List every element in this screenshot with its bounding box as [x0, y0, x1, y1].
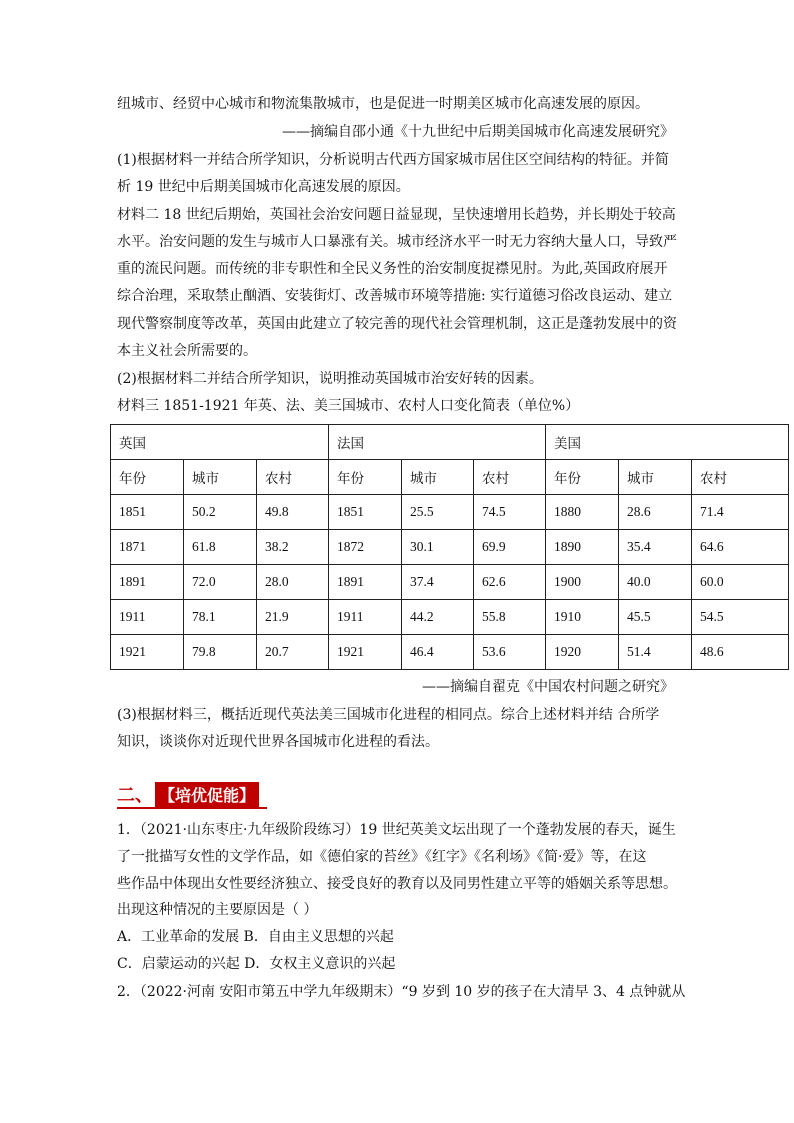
material2-line-1: 材料二 18 世纪后期始，英国社会治安问题日益显现，呈快速增用长趋势，并长期处于较高 [117, 207, 676, 223]
table-cell: 72.0 [184, 565, 257, 600]
material2-line-6: 本主义社会所需要的。 [117, 343, 257, 359]
table-cell: 28.6 [619, 495, 692, 530]
table-cell: 1880 [546, 495, 619, 530]
table-cell: 1900 [546, 565, 619, 600]
table-cell: 74.5 [474, 495, 546, 530]
table-cell: 50.2 [184, 495, 257, 530]
table-cell: 44.2 [402, 600, 474, 635]
table-cell: 64.6 [692, 530, 789, 565]
table-cell: 61.8 [184, 530, 257, 565]
table-cell: 37.4 [402, 565, 474, 600]
table-cell: 20.7 [257, 635, 329, 670]
table-cell: 1891 [329, 565, 402, 600]
country-usa: 美国 [546, 425, 789, 460]
table-header: 年份 [546, 460, 619, 495]
section-number: 二、 [117, 785, 153, 806]
question-2: (2)根据材料二并结合所学知识，说明推动英国城市治安好转的因素。 [117, 371, 543, 387]
question-1-line-2: 析 19 世纪中后期美国城市化高速发展的原因。 [117, 179, 410, 195]
table-cell: 62.6 [474, 565, 546, 600]
table-header: 城市 [402, 460, 474, 495]
table-cell: 71.4 [692, 495, 789, 530]
material2-line-4: 综合治理，采取禁止酗酒、安装街灯、改善城市环境等措施: 实行道德习俗改良运动、建立 [117, 288, 673, 304]
table-cell: 1921 [111, 635, 184, 670]
table-cell: 48.6 [692, 635, 789, 670]
table-row [111, 495, 789, 530]
table-cell: 1851 [329, 495, 402, 530]
question-3-line-2: 知识，谈谈你对近现代世界各国城市化进程的看法。 [117, 734, 439, 750]
question-3-line-1: (3)根据材料三，概括近现代英法美三国城市化进程的相同点。综合上述材料并结 合所学 [117, 707, 660, 723]
question-1-line-1: (1)根据材料一并结合所学知识，分析说明古代西方国家城市居住区空间结构的特征。并简 [117, 152, 669, 168]
table-cell: 1891 [111, 565, 184, 600]
table-header: 城市 [184, 460, 257, 495]
material2-line-3: 重的流民问题。而传统的非专职性和全民义务性的治安制度捉襟见肘。为此,英国政府展开 [117, 261, 668, 277]
mcq-1-line-3: 些作品中体现出女性要经济独立、接受良好的教育以及同男性建立平等的婚姻关系等思想。 [117, 876, 677, 892]
table-header: 城市 [619, 460, 692, 495]
table-cell: 49.8 [257, 495, 329, 530]
section-label: 【培优促能】 [155, 782, 259, 807]
table-cell: 1851 [111, 495, 184, 530]
mcq-1-options-ab: A．工业革命的发展 B．自由主义思想的兴起 [117, 929, 394, 945]
table-header: 农村 [257, 460, 329, 495]
table-header: 年份 [111, 460, 184, 495]
table-country-row [111, 425, 789, 460]
table-cell: 54.5 [692, 600, 789, 635]
population-table [110, 424, 789, 670]
table-cell: 60.0 [692, 565, 789, 600]
mcq-1-line-2: 了一批描写女性的文学作品，如《德伯家的苔丝》《红字》《名利场》《简·爱》等，在这 [117, 849, 647, 865]
table-cell: 40.0 [619, 565, 692, 600]
section-underline [117, 807, 267, 809]
country-uk: 英国 [111, 425, 329, 460]
table-cell: 28.0 [257, 565, 329, 600]
table-cell: 69.9 [474, 530, 546, 565]
table-cell: 78.1 [184, 600, 257, 635]
table-header: 农村 [474, 460, 546, 495]
table-row [111, 600, 789, 635]
country-france: 法国 [329, 425, 546, 460]
table-cell: 25.5 [402, 495, 474, 530]
material2-line-2: 水平。治安问题的发生与城市人口暴涨有关。城市经济水平一时无力容纳大量人口，导致严 [117, 234, 677, 250]
material3-title: 材料三 1851-1921 年英、法、美三国城市、农村人口变化简表（单位%） [117, 398, 580, 414]
mcq-1-options-cd: C．启蒙运动的兴起 D．女权主义意识的兴起 [117, 956, 396, 972]
table-cell: 1921 [329, 635, 402, 670]
table-cell: 1872 [329, 530, 402, 565]
material1-tail: 纽城市、经贸中心城市和物流集散城市，也是促进一时期美区城市化高速发展的原因。 [117, 96, 649, 112]
table-cell: 35.4 [619, 530, 692, 565]
table-cell: 1911 [111, 600, 184, 635]
table-row [111, 635, 789, 670]
section-heading [117, 781, 259, 807]
mcq-1-line-4: 出现这种情况的主要原因是（ ） [117, 902, 318, 918]
table-cell: 30.1 [402, 530, 474, 565]
source-citation-3: ——摘编自翟克《中国农村问题之研究》 [422, 679, 674, 695]
table-cell: 1920 [546, 635, 619, 670]
table-cell: 1910 [546, 600, 619, 635]
table-cell: 21.9 [257, 600, 329, 635]
table-cell: 51.4 [619, 635, 692, 670]
table-row [111, 530, 789, 565]
table-cell: 1890 [546, 530, 619, 565]
table-cell: 53.6 [474, 635, 546, 670]
table-cell: 55.8 [474, 600, 546, 635]
material2-line-5: 现代警察制度等改革，英国由此建立了较完善的现代社会管理机制，这正是蓬勃发展中的资 [117, 316, 677, 332]
table-header-row [111, 460, 789, 495]
table-cell: 45.5 [619, 600, 692, 635]
mcq-1-line-1: 1．（2021·山东枣庄·九年级阶段练习）19 世纪英美文坛出现了一个蓬勃发展的春天，诞生 [117, 822, 676, 838]
table-cell: 46.4 [402, 635, 474, 670]
source-citation-1: ——摘编自邵小通《十九世纪中后期美国城市化高速发展研究》 [282, 124, 674, 140]
table-cell: 1911 [329, 600, 402, 635]
table-cell: 79.8 [184, 635, 257, 670]
table-header: 农村 [692, 460, 789, 495]
table-cell: 1871 [111, 530, 184, 565]
table-cell: 38.2 [257, 530, 329, 565]
table-header: 年份 [329, 460, 402, 495]
table-row [111, 565, 789, 600]
mcq-2-line-1: 2．（2022·河南 安阳市第五中学九年级期末）“9 岁到 10 岁的孩子在大清早 3、4 点钟就从 [117, 984, 686, 1000]
